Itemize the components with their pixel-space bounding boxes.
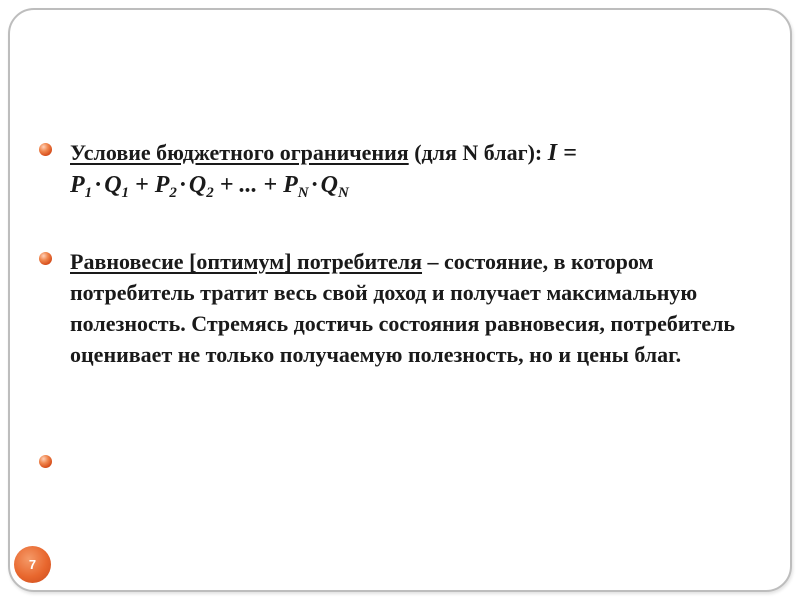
budget-constraint-paren: (для N благ):	[408, 140, 548, 165]
bullet-dot	[39, 252, 52, 265]
equilibrium-term: Равновесие [оптимум] потребителя	[70, 249, 423, 274]
bullet-dot	[39, 143, 52, 156]
equilibrium-definition: – состояние, в котором потребитель тратит весь свой доход и получает максимальную полезность. Стремясь достичь состояния равновесия, потребитель оценивает не только получаемую полезность, но и цены благ.	[70, 249, 736, 367]
equilibrium-paragraph	[70, 246, 770, 370]
page-number-badge: 7	[14, 546, 51, 583]
budget-formula: I = $P_1\cdot Q_1 + P_2\cdot Q_2$ + ... + $P_N\cdot Q_N$	[70, 140, 577, 201]
empty-bullet-dot	[39, 455, 52, 468]
budget-constraint-paragraph	[70, 137, 770, 201]
budget-constraint-term: Условие бюджетного ограничения	[70, 140, 409, 165]
